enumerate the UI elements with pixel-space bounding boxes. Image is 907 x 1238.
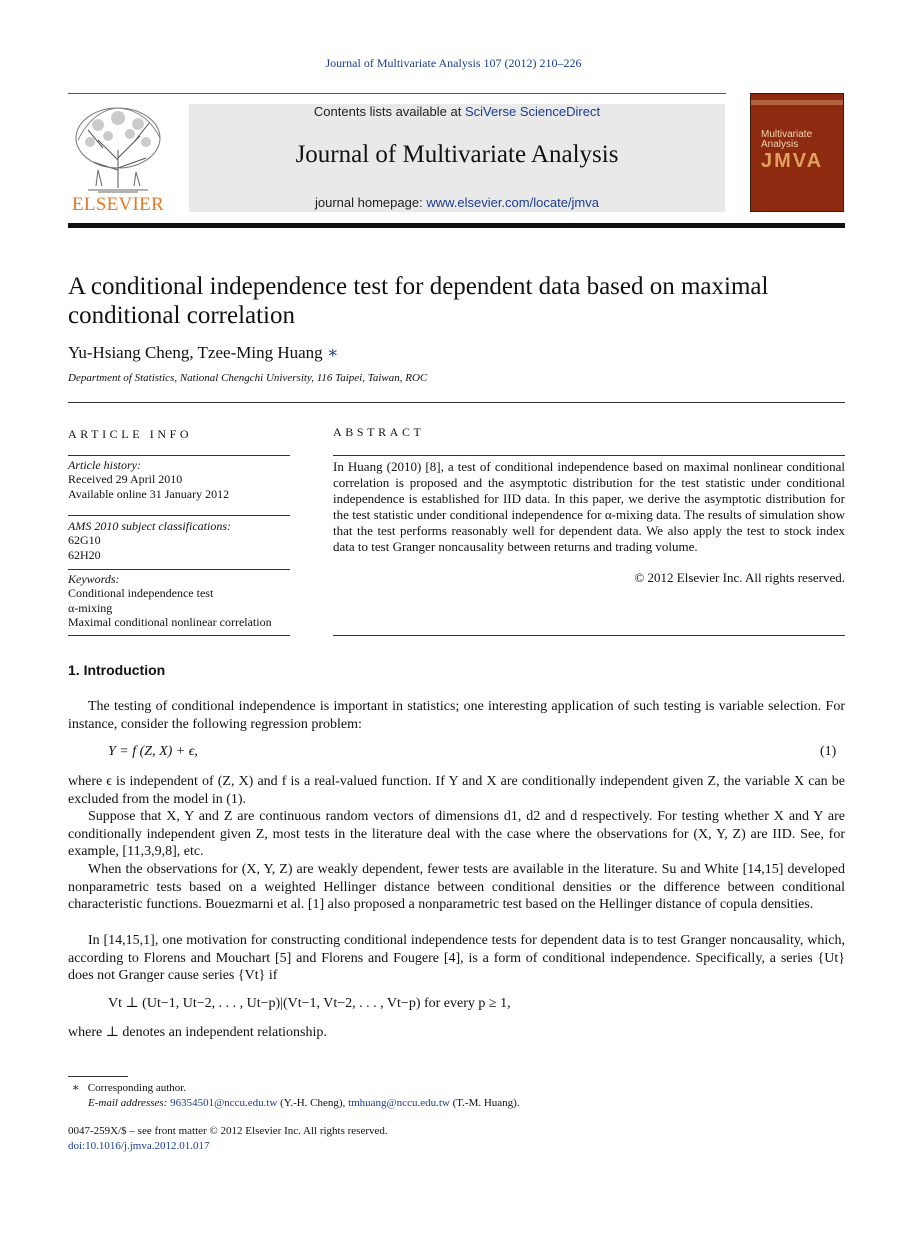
homepage-link[interactable]: www.elsevier.com/locate/jmva <box>426 195 599 210</box>
equation-2: Vt ⊥ (Ut−1, Ut−2, . . . , Ut−p)|(Vt−1, Vt−2, . . . , Vt−p) for every p ≥ 1, <box>108 996 511 1011</box>
keyword: Conditional independence test <box>68 586 214 601</box>
email-link-huang[interactable]: tmhuang@nccu.edu.tw <box>348 1097 450 1109</box>
journal-title: Journal of Multivariate Analysis <box>295 141 619 168</box>
article-title: A conditional independence test for dependent data based on maximal conditional correlation <box>68 273 769 329</box>
ams-label: AMS 2010 subject classifications: <box>68 519 231 533</box>
keywords <box>68 572 293 629</box>
doi-link[interactable]: doi:10.1016/j.jmva.2012.01.017 <box>68 1140 210 1152</box>
paragraph: Suppose that X, Y and Z are continuous random vectors of dimensions d1, d2 and d respectively. For testing whether X and Y are conditionally independent given Z, most tests in the literature deal with the case where the observations for (X, Y, Z) are IID. See, for example, [11,3,9,8], etc. <box>68 809 845 860</box>
abstract-heading: ABSTRACT <box>333 425 425 439</box>
keyword: α-mixing <box>68 600 113 615</box>
section-title: 1. Introduction <box>68 662 166 678</box>
abstract-text: In Huang (2010) [8], a test of conditional independence based on maximal nonlinear conditional correlation is proposed and the asymptotic distribution for the test statistic under conditional independence is established for IID data. In this paper, we derive the asymptotic distribution for the test statistic under conditional independence for α-mixing data. The results of simulation show that the test performs reasonably well for dependent data. We also apply the test to stock index data to test Granger noncausality between returns and trading volume. <box>333 459 845 554</box>
ams-code: 62H20 <box>68 547 101 562</box>
footnote-corresponding: ∗ Corresponding author. <box>72 1082 187 1094</box>
divider <box>68 402 845 403</box>
paragraph: In [14,15,1], one motivation for constructing conditional independence tests for dependent data is to test Granger noncausality, which, according to Florens and Mouchart [5] and Florens and Fougere [4], is a form of conditional independence. Specifically, a series {Ut} does not Granger cause series {Vt} if <box>68 933 845 984</box>
cover-abbr: JMVA <box>761 150 824 172</box>
footnote-emails: E-mail addresses: 96354501@nccu.edu.tw (Y.-H. Cheng), tmhuang@nccu.edu.tw (T.-M. Huang). <box>88 1097 520 1109</box>
authors: Yu-Hsiang Cheng, Tzee-Ming Huang ∗ <box>68 343 339 362</box>
divider <box>333 635 845 636</box>
sciencedirect-link[interactable]: SciVerse ScienceDirect <box>464 104 601 119</box>
paragraph: where ⊥ denotes an independent relationship. <box>68 1025 327 1040</box>
keywords-label: Keywords: <box>68 572 120 586</box>
affiliation: Department of Statistics, National Chengchi University, 116 Taipei, Taiwan, ROC <box>68 372 428 384</box>
article-info-heading: ARTICLE INFO <box>68 427 193 441</box>
equation-1: Y = f (Z, X) + ϵ, <box>108 744 198 759</box>
email-link-cheng[interactable]: 96354501@nccu.edu.tw <box>170 1097 278 1109</box>
divider <box>333 455 845 456</box>
abstract-copyright: © 2012 Elsevier Inc. All rights reserved. <box>634 570 845 585</box>
received-date: Received 29 April 2010 <box>68 472 183 487</box>
publisher-name: ELSEVIER <box>71 194 165 215</box>
footnote-rule <box>68 1076 128 1077</box>
divider <box>68 635 290 636</box>
cover-title: Multivariate Analysis <box>761 129 813 150</box>
available-date: Available online 31 January 2012 <box>68 486 230 501</box>
paragraph: When the observations for (X, Y, Z) are weakly dependent, fewer tests are available in the literature. Su and White [14,15] developed nonparametric tests based on a weighted Hellinger distance between conditional densities or the difference between conditional characteristic functions. Bouezmarni et al. [1] also proposed a nonparametric test based on the Hellinger distance of copula densities. <box>68 862 845 913</box>
footnote-mark: ∗ <box>72 1082 80 1094</box>
divider <box>68 515 290 516</box>
divider <box>68 455 290 456</box>
keyword: Maximal conditional nonlinear correlation <box>68 614 272 629</box>
paragraph: The testing of conditional independence is important in statistics; one interesting application of such testing is variable selection. For instance, consider the following regression problem: <box>68 699 845 732</box>
cover-band <box>751 100 844 105</box>
issn-line: 0047-259X/$ – see front matter © 2012 Elsevier Inc. All rights reserved. <box>68 1125 388 1137</box>
journal-cover <box>750 93 844 212</box>
ams-classifications <box>68 519 293 562</box>
divider <box>68 569 290 570</box>
history-label: Article history: <box>68 458 141 472</box>
paragraph: where ϵ is independent of (Z, X) and f is a real-valued function. If Y and X are conditionally independent given Z, the variable X can be excluded from the model in (1). <box>68 774 845 807</box>
journal-citation[interactable]: Journal of Multivariate Analysis 107 (2012) 210–226 <box>325 56 582 70</box>
header-thick-rule <box>68 223 845 228</box>
equation-number: (1) <box>820 744 837 759</box>
contents-line: Contents lists available at SciVerse ScienceDirect <box>313 104 601 119</box>
corresponding-author-mark[interactable]: ∗ <box>326 343 339 362</box>
homepage-line: journal homepage: www.elsevier.com/locate/jmva <box>315 195 599 210</box>
article-history <box>68 458 293 501</box>
header-rule <box>68 93 726 94</box>
ams-code: 62G10 <box>68 533 101 548</box>
